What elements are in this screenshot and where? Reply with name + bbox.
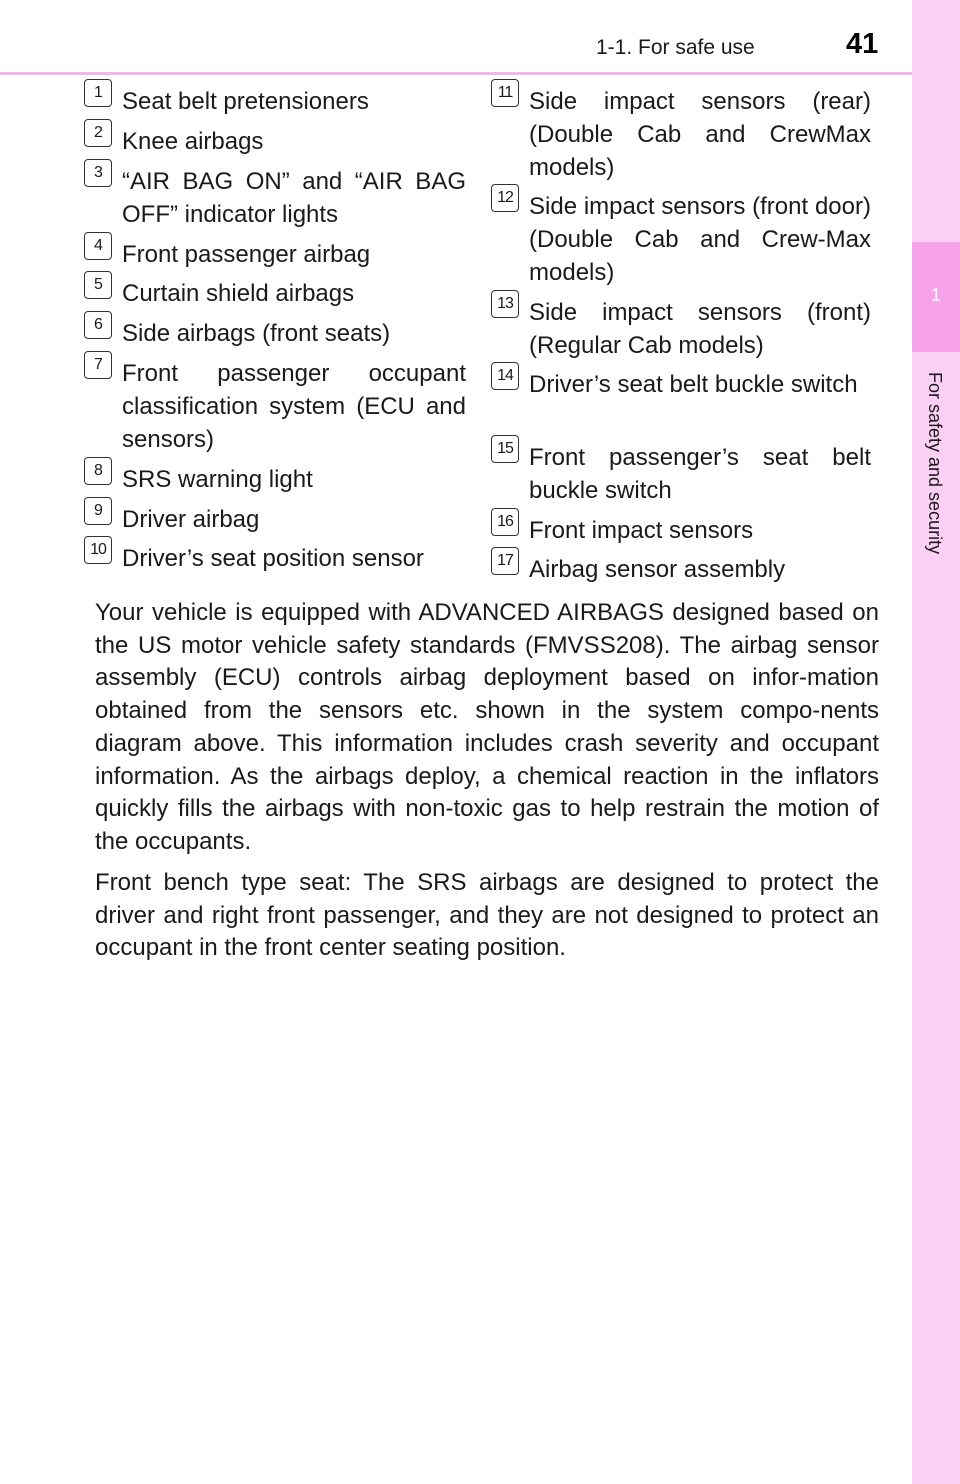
component-item (491, 296, 871, 362)
component-number-badge: 9 (84, 497, 112, 525)
component-label: Side impact sensors (front) (Regular Cab models) (529, 299, 871, 359)
component-label: Side airbags (front seats) (122, 320, 391, 347)
component-label: Curtain shield airbags (122, 280, 355, 307)
component-item (84, 85, 466, 118)
component-item (84, 165, 466, 231)
component-item (84, 463, 466, 496)
component-number-badge: 13 (491, 290, 519, 318)
component-item (84, 125, 466, 158)
component-number-badge: 15 (491, 435, 519, 463)
component-number-badge: 2 (84, 119, 112, 147)
component-number-badge: 11 (491, 79, 519, 107)
component-item (491, 441, 871, 507)
component-label: “AIR BAG ON” and “AIR BAG OFF” indicator lights (122, 168, 466, 228)
component-number-badge: 5 (84, 271, 112, 299)
component-item (491, 190, 871, 289)
component-item (84, 542, 466, 575)
component-number-badge: 10 (84, 536, 112, 564)
chapter-number: 1 (930, 285, 941, 305)
component-number-badge: 8 (84, 457, 112, 485)
component-label: Driver’s seat position sensor (122, 545, 424, 572)
component-number-badge: 12 (491, 184, 519, 212)
component-item (491, 514, 871, 547)
component-number-badge: 17 (491, 547, 519, 575)
component-label: Side impact sensors (rear) (Double Cab and CrewMax models) (529, 88, 871, 181)
component-label: Driver airbag (122, 506, 260, 533)
body-paragraph: Front bench type seat: The SRS airbags are designed to protect the driver and right front passenger, and they are not designed to protect an occupant in the front center seating position. (95, 869, 879, 962)
component-label: Front impact sensors (529, 517, 754, 544)
component-item (84, 503, 466, 536)
component-number-badge: 6 (84, 311, 112, 339)
component-item (491, 368, 871, 401)
component-label: Side impact sensors (front door) (Double Cab and Crew-Max models) (529, 193, 871, 286)
body-paragraph: Your vehicle is equipped with ADVANCED AIRBAGS designed based on the US motor vehicle safety standards (FMVSS208). The airbag sensor assembly (ECU) controls airbag deployment based on infor-mation obtained from the sensors etc. shown in the system compo-nents diagram above. This information includes crash severity and occupant information. As the airbags deploy, a chemical reaction in the inflators quickly fills the airbags with non-toxic gas to help restrain the motion of the occupants. (95, 599, 879, 855)
component-item (84, 238, 466, 271)
component-item (84, 357, 466, 456)
component-label: Airbag sensor assembly (529, 556, 786, 583)
component-label: Knee airbags (122, 128, 264, 155)
component-item (84, 317, 466, 350)
component-number-badge: 3 (84, 159, 112, 187)
component-label: Driver’s seat belt buckle switch (529, 371, 858, 398)
component-label: Front passenger’s seat belt buckle switch (529, 444, 871, 504)
component-number-badge: 1 (84, 79, 112, 107)
component-number-badge: 14 (491, 362, 519, 390)
component-label: Seat belt pretensioners (122, 88, 369, 115)
chapter-side-tab (912, 0, 960, 1484)
page-number: 41 (846, 28, 879, 60)
chapter-title: For safety and security (925, 372, 945, 555)
component-item (84, 277, 466, 310)
footer-watermark: carmanualsonline.info (711, 1455, 906, 1477)
header-rule (0, 72, 912, 75)
component-label: Front passenger airbag (122, 241, 371, 268)
section-title: 1-1. For safe use (596, 36, 755, 59)
component-label: Front passenger occupant classification system (ECU and sensors) (122, 360, 466, 453)
component-number-badge: 16 (491, 508, 519, 536)
component-label: SRS warning light (122, 466, 313, 493)
component-item (491, 85, 871, 184)
component-number-badge: 4 (84, 232, 112, 260)
component-item (491, 553, 871, 586)
component-number-badge: 7 (84, 351, 112, 379)
